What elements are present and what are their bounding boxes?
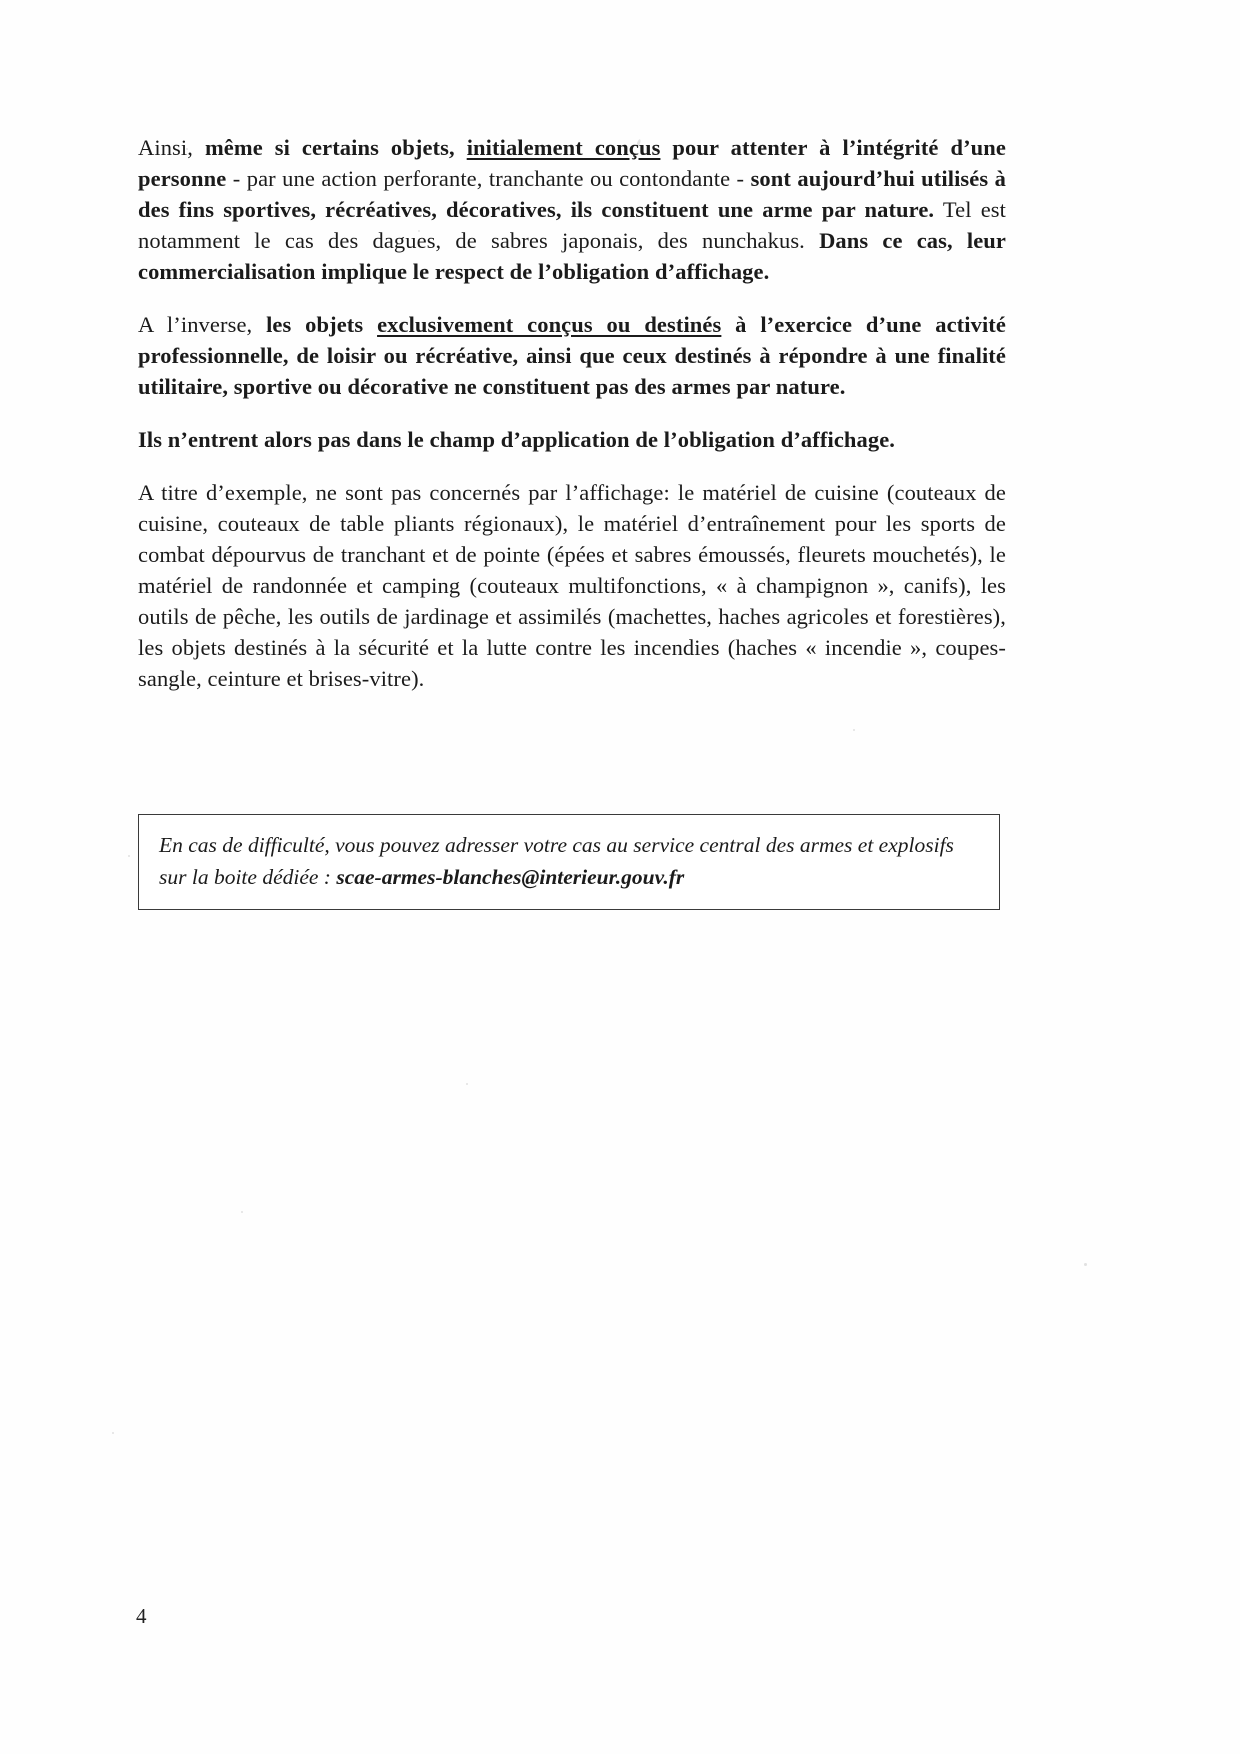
text-run-1: les objets xyxy=(266,312,378,337)
text-run-0: Ainsi, xyxy=(138,135,205,160)
paragraph-3 xyxy=(138,424,1006,455)
scan-speckle xyxy=(853,729,855,731)
document-body xyxy=(138,132,1006,716)
page-number: 4 xyxy=(136,1604,147,1628)
text-run-0: Ils n’entrent alors pas dans le champ d’application de l’obligation d’affichage. xyxy=(138,427,896,452)
text-run-0: A titre d’exemple, ne sont pas concernés par l’affichage: le matériel de cuisine (couteaux de cuisine, couteaux de table pliants régionaux), le matériel d’entraînement pour les sports de combat dépourvus de tranchant et de pointe (épées et sabres émoussés, fleurets mouchetés), le matériel de randonnée et camping (couteaux multifonctions, « à champignon », canifs), les outils de pêche, les outils de jardinage et assimilés (machettes, haches agricoles et forestières), les objets destinés à la sécurité et la lutte contre les incendies (haches « incendie », coupes-sangle, ceinture et brises-vitre). xyxy=(138,480,1006,691)
scan-speckle xyxy=(241,1211,243,1213)
text-run-4: - par une action perforante, tranchante ou contondante - xyxy=(226,166,751,191)
contact-email-address: scae-armes-blanches@interieur.gouv.fr xyxy=(336,865,685,889)
paragraph-1 xyxy=(138,132,1006,287)
text-run-7: Dans ce cas, leur commercialisation implique le respect de l’obligation d’affichage. xyxy=(138,228,1006,284)
contact-callout-box xyxy=(138,814,1000,910)
text-run-5: sont aujourd’hui utilisés à des fins sportives, récréatives, décoratives, ils constituent une arme par nature. xyxy=(138,166,1006,222)
text-run-3: pour attenter à l’intégrité d’une personne xyxy=(138,135,1006,191)
scan-speckle xyxy=(466,1083,468,1085)
callout-text xyxy=(159,829,979,893)
scan-speckle xyxy=(128,855,130,857)
scan-speckle xyxy=(1084,1263,1087,1266)
callout-intro-text: En cas de difficulté, vous pouvez adresser votre cas au service central des armes et explosifs sur la boite dédiée : xyxy=(159,833,954,889)
text-run-6: Tel est notamment le cas des dagues, de sabres japonais, des nunchakus. xyxy=(138,197,1006,253)
text-run-0: A l’inverse, xyxy=(138,312,267,337)
text-run-2: initialement conçus xyxy=(466,135,661,160)
text-run-1: même si certains objets, xyxy=(204,135,467,160)
text-run-2: exclusivement conçus ou destinés xyxy=(377,312,722,337)
paragraph-4 xyxy=(138,477,1006,694)
scan-speckle xyxy=(112,1432,114,1434)
paragraph-2 xyxy=(138,309,1006,402)
text-run-3: à l’exercice d’une activité professionnelle, de loisir ou récréative, ainsi que ceux destinés à répondre à une finalité utilitaire, sportive ou décorative ne constituent pas des armes par nature. xyxy=(138,312,1006,399)
